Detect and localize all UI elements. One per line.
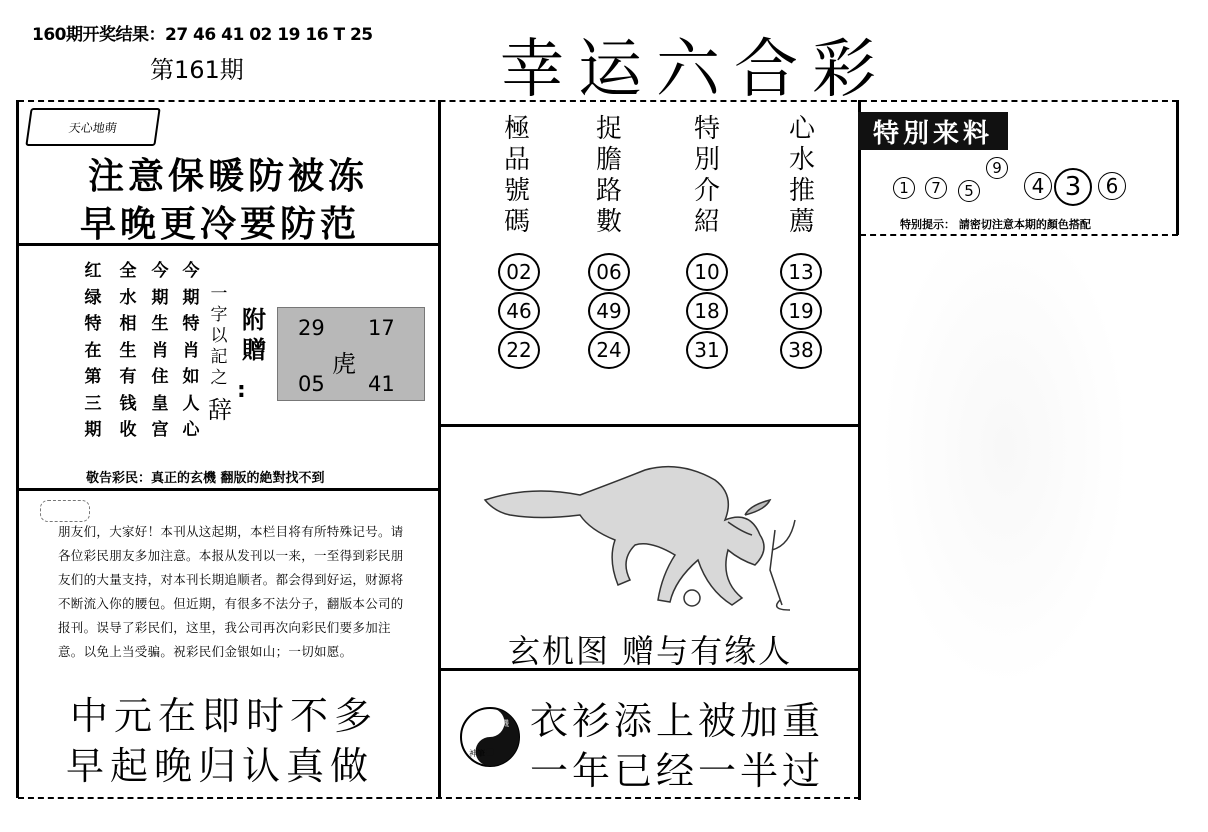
column-header-1: 極品號碼 — [503, 114, 530, 237]
number-ball: 06 — [588, 253, 630, 291]
gift-number: 05 — [298, 372, 325, 396]
notice-tag — [40, 500, 90, 522]
bracket-note: 一字以記之 — [210, 284, 228, 388]
number-ball: 13 — [780, 253, 822, 291]
number-ball: 10 — [686, 253, 728, 291]
divider-left-2 — [18, 488, 438, 491]
gift-prefix: 附贈 — [242, 306, 266, 364]
gift-number: 17 — [368, 316, 395, 340]
issue-number: 第161期 — [150, 56, 244, 84]
frame-right-border — [1176, 100, 1179, 235]
number-ball: 02 — [498, 253, 540, 291]
poem-column-3: 今期生肖住皇宫 — [151, 261, 169, 440]
number-ball: 31 — [686, 331, 728, 369]
gift-number: 41 — [368, 372, 395, 396]
yinyang-label-bottom: 神筆 — [469, 749, 485, 758]
page-title: 幸运六合彩 — [500, 33, 890, 107]
previous-result-text: 160期开奖结果：27 46 41 02 19 16 T 25 — [32, 25, 373, 45]
divider-left-middle — [438, 100, 441, 797]
gift-number: 29 — [298, 316, 325, 340]
warning-line-1: 注意保暖防被冻 — [88, 155, 369, 197]
frame-top-border — [18, 100, 1178, 102]
special-number: 9 — [986, 157, 1008, 179]
special-tip: 特别提示： 請密切注意本期的顏色搭配 — [900, 218, 1091, 231]
special-material-title: 特別来料 — [858, 112, 1008, 150]
yinyang-icon — [459, 706, 521, 768]
notice-paragraph: 朋友们，大家好！本刊从这起期，本栏目将有所特殊记号。请各位彩民朋友多加注意。本报从发刊以一来，一至得到彩民朋友们的大量支持，对本刊长期追顺者。都会得到好运，财源将不断流入你的腰包。但近期，有很多不法分子，翻版本公司的报刊。误导了彩民们，这里，我公司再次向彩民们要多加注意。以免上当受骗。祝彩民们金银如山；一切如愿。 — [58, 524, 404, 659]
number-ball: 38 — [780, 331, 822, 369]
number-ball: 18 — [686, 292, 728, 330]
gift-colon: : — [237, 378, 246, 403]
middle-bottom-line-2: 一年已经一半过 — [530, 749, 825, 793]
column-header-4: 心水推薦 — [788, 114, 815, 237]
column-header-2: 捉膽路數 — [595, 114, 622, 237]
special-number: 7 — [925, 177, 947, 199]
fox-illustration — [470, 440, 830, 620]
poem-column-1: 红绿特在第三期 — [84, 261, 102, 440]
gift-zodiac: 虎 — [332, 350, 356, 378]
warning-line-2: 早晚更冷要防范 — [80, 203, 361, 245]
divider-right-1 — [860, 234, 1178, 236]
motto-text: 敬告彩民：真正的玄機 翻版的絶對找不到 — [86, 471, 325, 486]
number-ball: 24 — [588, 331, 630, 369]
yinyang-label-top: 玄機 — [493, 719, 509, 728]
special-number-highlight: 3 — [1054, 168, 1092, 206]
left-bottom-line-1: 中元在即时不多 — [70, 694, 379, 738]
left-bottom-line-2: 早起晚归认真做 — [66, 744, 375, 788]
poem-column-2: 全水相生有钱收 — [119, 261, 137, 440]
frame-bottom-border — [18, 797, 860, 799]
image-caption: 玄机图 赠与有缘人 — [508, 632, 793, 670]
special-number: 1 — [893, 177, 915, 199]
poem-column-4: 今期特肖如人心 — [182, 261, 200, 440]
number-ball: 22 — [498, 331, 540, 369]
number-ball: 19 — [780, 292, 822, 330]
faded-area — [880, 250, 1130, 690]
divider-middle-right — [858, 100, 861, 800]
middle-bottom-line-1: 衣衫添上被加重 — [530, 699, 825, 743]
special-number: 6 — [1098, 172, 1126, 200]
divider-middle-1 — [440, 424, 858, 427]
frame-left-border — [16, 100, 19, 798]
gift-suffix: 辞 — [208, 396, 232, 424]
special-number: 4 — [1024, 172, 1052, 200]
gift-box — [277, 307, 425, 401]
column-header-3: 特別介紹 — [693, 114, 720, 237]
number-ball: 49 — [588, 292, 630, 330]
section-tag: 天心地萌 — [25, 108, 160, 146]
special-number: 5 — [958, 180, 980, 202]
number-ball: 46 — [498, 292, 540, 330]
